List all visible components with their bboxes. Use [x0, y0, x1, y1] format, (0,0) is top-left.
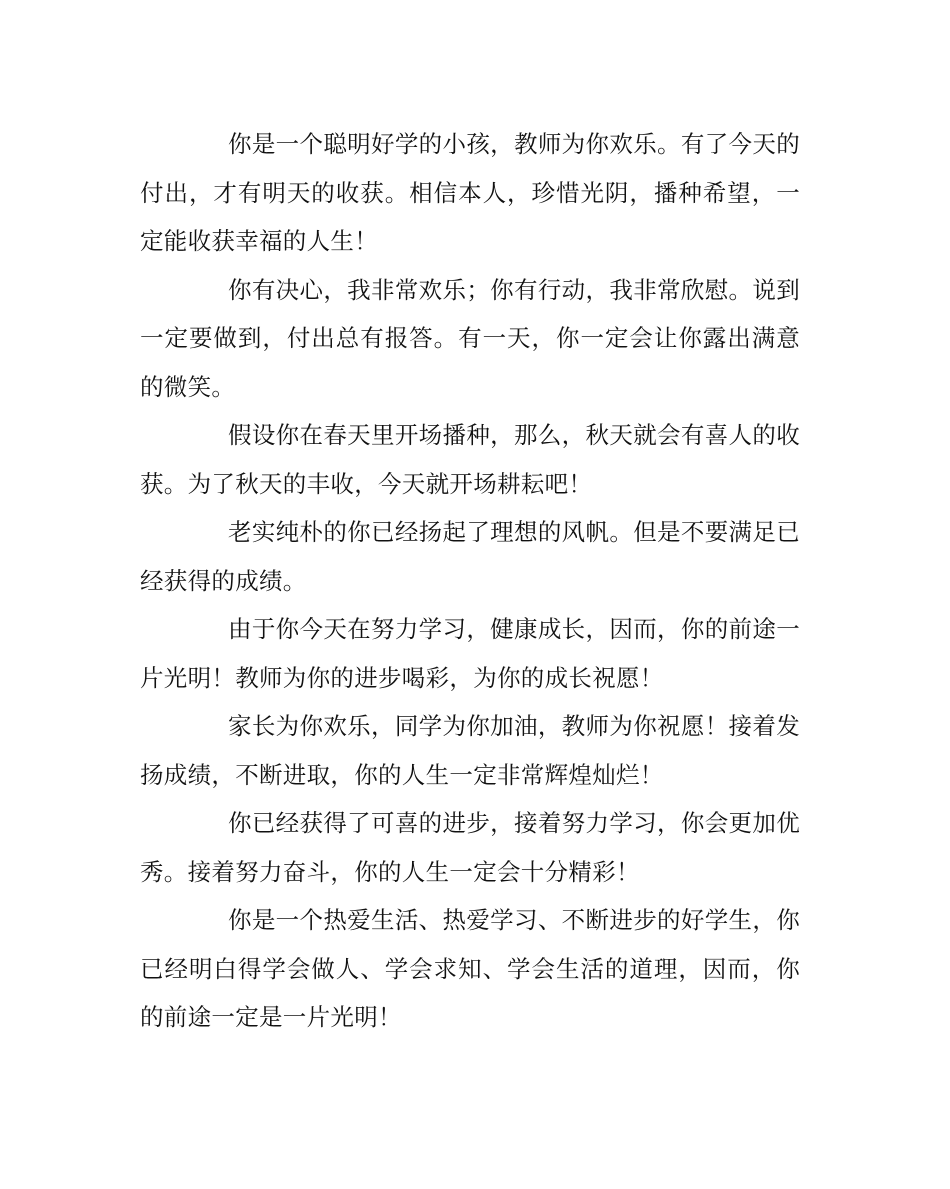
paragraph-4: 老实纯朴的你已经扬起了理想的风帆。但是不要满足已经获得的成绩。	[140, 518, 800, 595]
paragraph-8: 你是一个热爱生活、热爱学习、不断进步的好学生，你已经明白得学会做人、学会求知、学会生活的道理，因而，你的前途一定是一片光明！	[140, 906, 800, 1031]
paragraph-3: 假设你在春天里开场播种，那么，秋天就会有喜人的收获。为了秋天的丰收，今天就开场耕耘吧！	[140, 421, 800, 498]
paragraph-6: 家长为你欢乐，同学为你加油，教师为你祝愿！接着发扬成绩，不断进取，你的人生一定非常辉煌灿烂！	[140, 712, 800, 789]
paragraph-2: 你有决心，我非常欢乐；你有行动，我非常欣慰。说到一定要做到，付出总有报答。有一天，你一定会让你露出满意的微笑。	[140, 275, 800, 401]
paragraph-7: 你已经获得了可喜的进步，接着努力学习，你会更加优秀。接着努力奋斗，你的人生一定会十分精彩！	[140, 809, 800, 886]
document-body	[140, 120, 800, 1042]
paragraph-1: 你是一个聪明好学的小孩，教师为你欢乐。有了今天的付出，才有明天的收获。相信本人，珍惜光阴，播种希望，一定能收获幸福的人生！	[140, 130, 800, 255]
paragraph-5: 由于你今天在努力学习，健康成长，因而，你的前途一片光明！教师为你的进步喝彩，为你的成长祝愿！	[140, 615, 800, 692]
